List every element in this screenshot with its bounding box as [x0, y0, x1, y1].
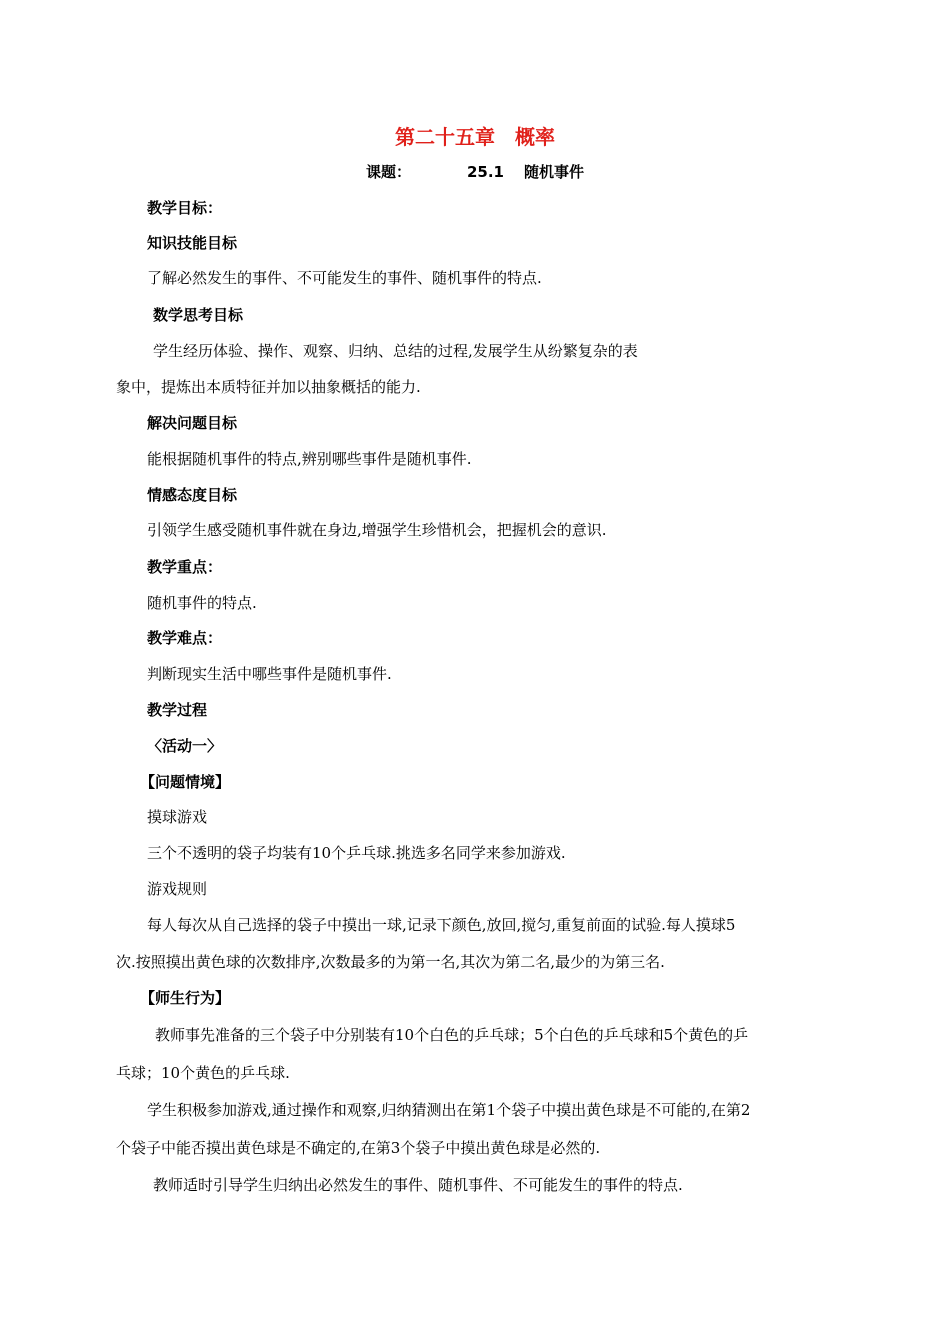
heading-problem-situation: 【问题情境】: [140, 773, 231, 791]
paragraph-knowledge-goal: 了解必然发生的事件、不可能发生的事件、随机事件的特点.: [147, 269, 542, 287]
heading-teacher-student-actions: 【师生行为】: [140, 989, 231, 1007]
paragraph-teaching-focus: 随机事件的特点.: [147, 594, 257, 612]
heading-math-thinking-goal: 数学思考目标: [153, 306, 244, 324]
heading-teaching-goals: 教学目标：: [147, 199, 223, 217]
subtitle-topic: 随机事件: [524, 163, 585, 181]
paragraph-student-activity-line2: 个袋子中能否摸出黄色球是不确定的,在第3个袋子中摸出黄色球是必然的.: [116, 1139, 601, 1157]
paragraph-emotion-goal: 引领学生感受随机事件就在身边,增强学生珍惜机会，把握机会的意识.: [147, 521, 607, 539]
paragraph-teacher-guidance: 教师适时引导学生归纳出必然发生的事件、随机事件、不可能发生的事件的特点.: [153, 1176, 683, 1194]
heading-teaching-process: 教学过程: [147, 701, 208, 719]
heading-knowledge-skill-goal: 知识技能目标: [147, 234, 238, 252]
paragraph-ball-game: 摸球游戏: [147, 808, 208, 826]
lesson-subtitle: [0, 162, 950, 182]
paragraph-bags-description: 三个不透明的袋子均装有10个乒乓球.挑选多名同学来参加游戏.: [147, 844, 566, 862]
paragraph-problem-solving-goal: 能根据随机事件的特点,辨别哪些事件是随机事件.: [147, 450, 472, 468]
paragraph-game-rules-line2: 次.按照摸出黄色球的次数排序,次数最多的为第一名,其次为第二名,最少的为第三名.: [116, 953, 665, 971]
heading-activity-one: 〈活动一〉: [147, 737, 223, 755]
heading-emotion-attitude-goal: 情感态度目标: [147, 486, 238, 504]
paragraph-teacher-prep-line1: 教师事先准备的三个袋子中分别装有10个白色的乒乓球；5个白色的乒乓球和5个黄色的乒: [155, 1026, 749, 1044]
subtitle-label: 课题：: [365, 163, 411, 181]
heading-teaching-difficulty: 教学难点：: [147, 629, 223, 647]
paragraph-teaching-difficulty: 判断现实生活中哪些事件是随机事件.: [147, 665, 392, 683]
heading-teaching-focus: 教学重点：: [147, 558, 223, 576]
paragraph-game-rules-label: 游戏规则: [147, 880, 208, 898]
chapter-title: 第二十五章 概率: [395, 125, 555, 149]
paragraph-game-rules-line1: 每人每次从自己选择的袋子中摸出一球,记录下颜色,放回,搅匀,重复前面的试验.每人摸球5: [147, 916, 736, 934]
heading-problem-solving-goal: 解决问题目标: [147, 414, 238, 432]
subtitle-number: 25.1: [466, 163, 504, 181]
paragraph-thinking-goal-line1: 学生经历体验、操作、观察、归纳、总结的过程,发展学生从纷繁复杂的表: [153, 342, 638, 360]
paragraph-thinking-goal-line2: 象中，提炼出本质特征并加以抽象概括的能力.: [116, 378, 421, 396]
paragraph-student-activity-line1: 学生积极参加游戏,通过操作和观察,归纳猜测出在第1个袋子中摸出黄色球是不可能的,在第2: [147, 1101, 751, 1119]
paragraph-teacher-prep-line2: 乓球；10个黄色的乒乓球.: [116, 1064, 290, 1082]
